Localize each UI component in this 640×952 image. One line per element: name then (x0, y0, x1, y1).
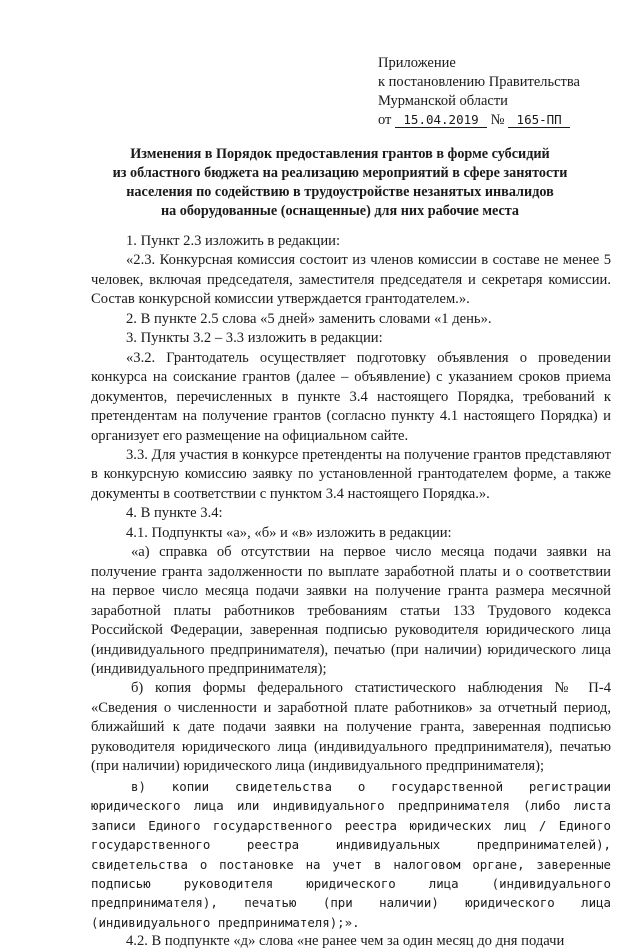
paragraph-10: б) копия формы федерального статистического наблюдения № П-4 «Сведения о численности и заработной плате работников» за отчетный период, ближайший к дате подачи заявки на получение гранта, заверенная подписью руководителя юридического лица (индивидуального предпринимателя), печатью (при наличии) юридического лица (индивидуального предпринимателя); (91, 680, 611, 775)
title-line-1: Изменения в Порядок предоставления грантов в форме субсидий (130, 146, 550, 162)
paragraph-3: 2. В пункте 2.5 слова «5 дней» заменить словами «1 день». (126, 310, 492, 327)
appendix-title: Приложение (378, 55, 456, 71)
number-prefix: № (490, 112, 505, 128)
appendix-reference: к постановлению Правительства (378, 74, 580, 90)
paragraph-4: 3. Пункты 3.2 – 3.3 изложить в редакции: (126, 330, 383, 347)
appendix-region: Мурманской области (378, 93, 508, 109)
date-prefix: от (378, 112, 392, 128)
paragraph-2: «2.3. Конкурсная комиссия состоит из членов комиссии в составе не менее 5 человек, включая председателя, заместителя председателя и секретаря комиссии. Состав конкурсной комиссии утверждается грантодателем.». (91, 252, 611, 308)
document-title (66, 145, 614, 221)
paragraph-5: «3.2. Грантодатель осуществляет подготовку объявления о проведении конкурса на соискание грантов (далее – объявление) с указанием сроков приема документов, перечисленных в пункте 3.4 настоящего Порядка, требований к претендентам на получение грантов (согласно пункту 4.1 настоящего Порядка) и организует его размещение на официальном сайте. (91, 349, 611, 444)
title-line-2: из областного бюджета на реализацию мероприятий в сфере занятости (112, 165, 568, 181)
paragraph-1: 1. Пункт 2.3 изложить в редакции: (126, 233, 341, 249)
resolution-date: 15.04.2019 (395, 113, 487, 128)
title-line-4: на оборудованные (оснащенные) для них рабочие места (160, 203, 520, 219)
paragraph-9: «а) справка об отсутствии на первое число месяца подачи заявки на получение гранта задолженности по выплате заработной платы и о соответствии на первое число месяца подачи заявки на получение гранта размера месячной заработной платы работников требованиям статьи 133 Трудового кодекса Российской Федерации, заверенная подписью руководителя юридического лица (индивидуального предпринимателя), печатью (при наличии) юридического лица (индивидуального предпринимателя); (91, 544, 611, 677)
document-body (91, 232, 611, 952)
appendix-date-line (378, 111, 580, 130)
title-line-3: населения по содействию в трудоустройстве незанятых инвалидов (126, 184, 554, 200)
paragraph-11: в) копии свидетельства о государственной регистрации юридического лица или индивидуального предпринимателя (либо листа записи Единого государственного реестра юридических лиц / Единого государственного реестра индивидуальных предпринимателей), свидетельства о постановке на учет в налоговом органе, заверенные подписью руководителя юридического лица (индивидуального предпринимателя), печатью (при наличии) юридического лица (индивидуального предпринимателя);». (91, 778, 611, 930)
paragraph-12: 4.2. В подпункте «д» слова «не ранее чем за один месяц до дня подачи (126, 933, 565, 950)
resolution-number: 165-ПП (508, 113, 570, 128)
paragraph-8: 4.1. Подпункты «а», «б» и «в» изложить в редакции: (126, 524, 452, 541)
paragraph-7: 4. В пункте 3.4: (126, 505, 223, 522)
appendix-block (378, 54, 580, 130)
paragraph-6: 3.3. Для участия в конкурсе претенденты на получение грантов представляют в конкурсную комиссию заявку по установленной грантодателем форме, а также документы в соответствии с пунктом 3.4 настоящего Порядка.». (91, 446, 611, 502)
